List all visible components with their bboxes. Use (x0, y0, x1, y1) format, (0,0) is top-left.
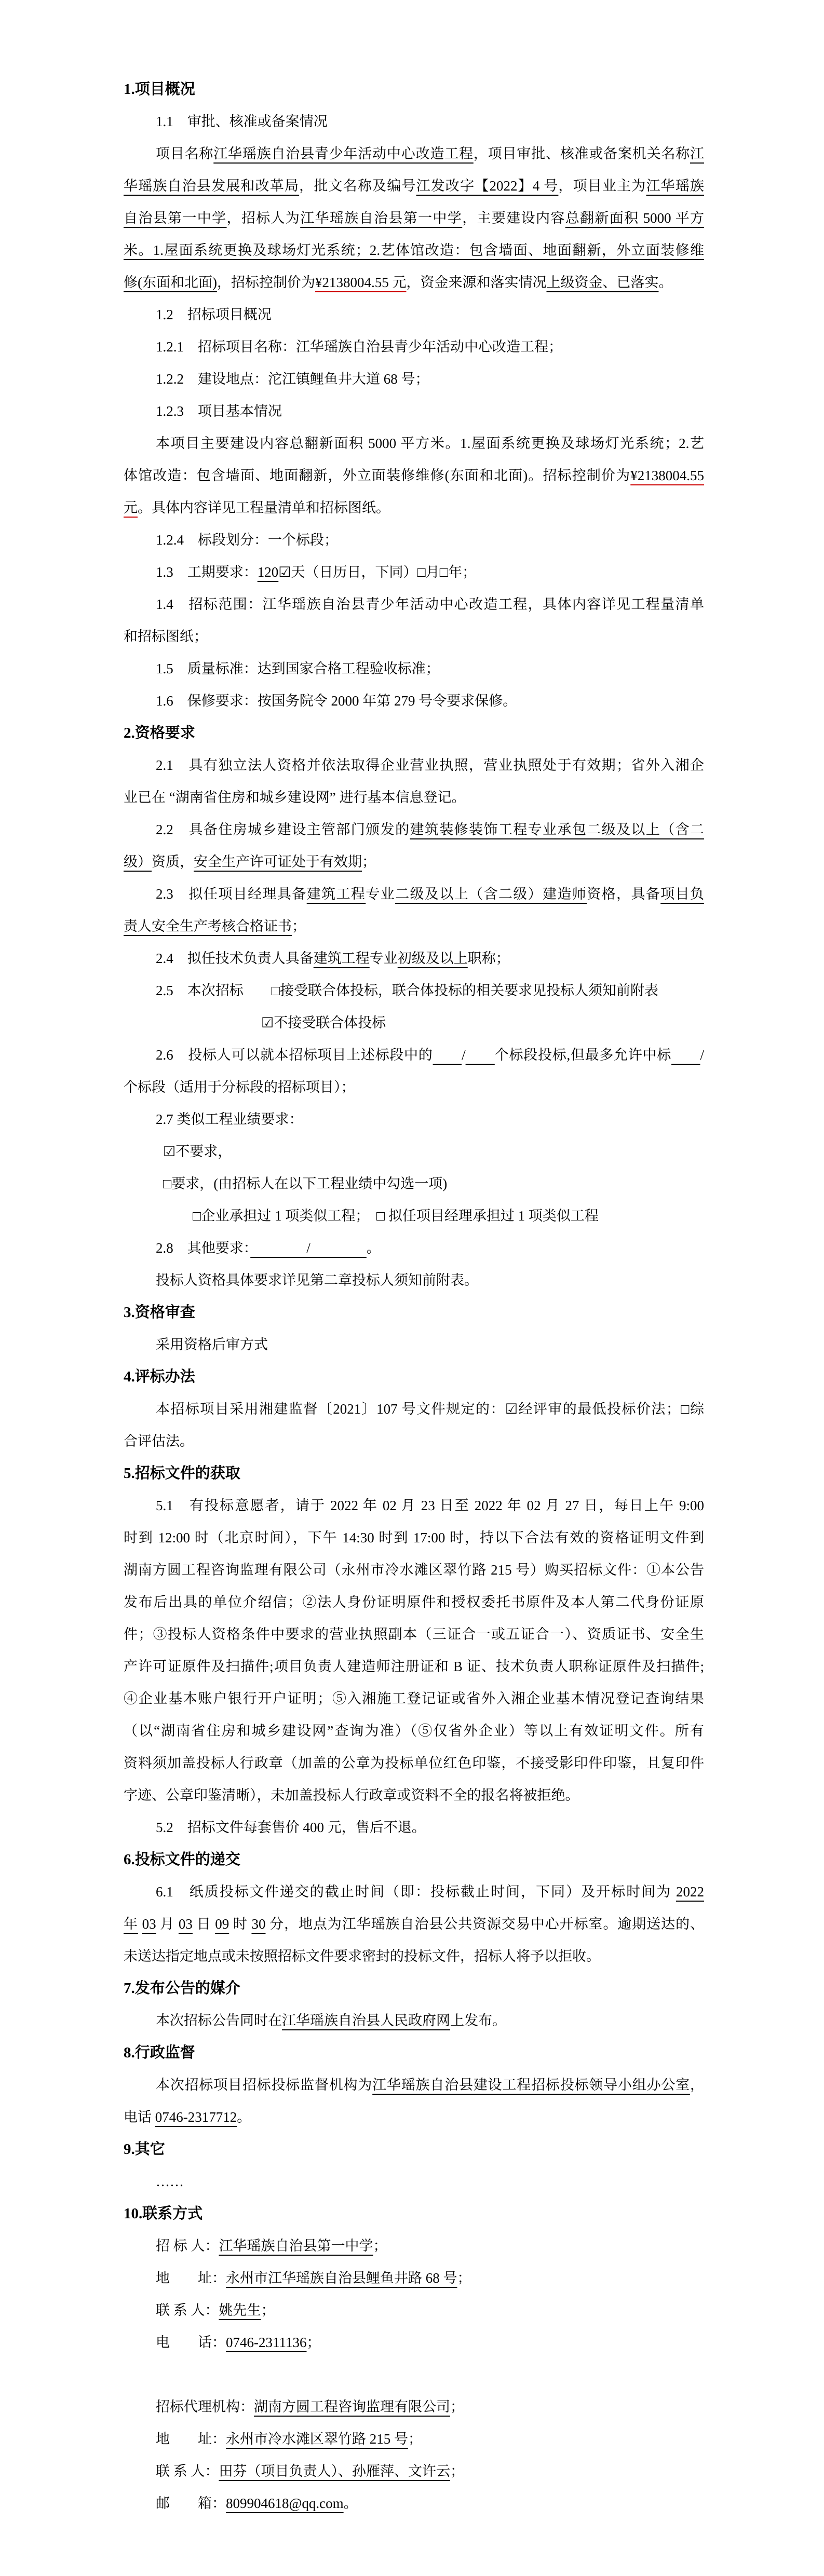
doc-line (124, 234, 704, 266)
text-run: ☑不接受联合体投标 (261, 1015, 386, 1031)
doc-line (124, 1522, 704, 1554)
underlined-value: 江华瑶族 (646, 178, 705, 194)
text-run: 件；③投标人资格条件中要求的营业执照副本（三证合一或五证合一）、资质证书、安全生 (124, 1626, 704, 1642)
text-run: 1.6 保修要求：按国务院令 2000 年第 279 号令要求保修。 (156, 693, 517, 709)
text-run: ，招标控制价为 (217, 275, 315, 290)
checkbox-checked-icon: ☑ (163, 1144, 176, 1159)
text-run: 和招标图纸； (124, 629, 208, 644)
text-run: ， (690, 2077, 705, 2093)
text-run: ④企业基本账户银行开户证明；⑤入湘施工登记证或省外入湘企业基本情况登记查询结果 (124, 1691, 704, 1706)
text-run: ； (373, 2238, 387, 2254)
doc-line (124, 653, 704, 685)
underlined-value: 田芬（项目负责人）、孙雁萍、文许云 (219, 2463, 450, 2479)
doc-line (124, 138, 704, 170)
underlined-value: 江发改字【2022】4 号 (416, 178, 559, 194)
underlined-value: 09 (215, 1916, 229, 1932)
underlined-value: 总翻新面积 5000 平方 (565, 210, 705, 226)
underlined-value: 2022 (676, 1884, 704, 1900)
underlined-value: 江华瑶族自治县第一中学 (219, 2238, 373, 2254)
text-run: 职称； (467, 951, 510, 966)
text-run: 2.1 具有独立法人资格并依法取得企业营业执照，营业执照处于有效期；省外入湘企 (156, 757, 704, 773)
text-run: ； (450, 2399, 464, 2415)
text-run: 1.2.1 招标项目名称：江华瑶族自治县青少年活动中心改造工程； (156, 339, 562, 355)
text-run: 地 址： (156, 2270, 226, 2286)
underlined-value: 安全生产许可证处于有效期 (194, 854, 362, 870)
text-run: 1.2.3 项目基本情况 (156, 403, 282, 419)
text-run: 6.投标文件的递交 (124, 1851, 240, 1868)
text-run: 2.8 其他要求： (156, 1240, 251, 1256)
doc-line (124, 1940, 704, 1972)
underlined-value: 永州市冷水滩区翠竹路 215 号 (226, 2431, 408, 2447)
text-run: 2.资格要求 (124, 725, 195, 741)
doc-line (124, 1071, 704, 1103)
underlined-value: 0746-2317712 (155, 2109, 237, 2125)
text-run: （以“湖南省住房和城乡建设网”查询为准）（⑤仅省外企业）等以上有效证明文件。所有 (124, 1723, 704, 1739)
doc-line (124, 427, 704, 459)
doc-line (124, 1811, 704, 1843)
underlined-value: 江华瑶族自治县青少年活动中心改造工程 (213, 146, 474, 161)
doc-line (124, 331, 704, 363)
text-run: 5.招标文件的获取 (124, 1465, 240, 1482)
text-run: 1.5 质量标准：达到国家合格工程验收标准； (156, 661, 440, 676)
text-run: ☑不要求， (163, 1144, 232, 1159)
underlined-value: 上级资金、已落实 (546, 275, 659, 290)
text-run: 。 (343, 2496, 358, 2511)
doc-line (124, 588, 704, 620)
doc-line (124, 942, 704, 974)
doc-line (124, 974, 704, 1007)
text-run: 项目名称 (156, 146, 214, 161)
underlined-value (466, 1047, 495, 1063)
checkbox-unchecked-icon: □ (376, 1208, 385, 1224)
doc-line (124, 685, 704, 717)
checkbox-unchecked-icon: □ (417, 564, 426, 580)
text-run: 联 系 人： (156, 2302, 219, 2318)
doc-line (124, 620, 704, 653)
text-run: 体馆改造：包含墙面、地面翻新，外立面装修维修(东面和北面)。招标控制价为 (124, 468, 631, 483)
section-heading (124, 2198, 704, 2230)
underlined-value: 120 (257, 564, 279, 580)
text-run: 1.2 招标项目概况 (156, 307, 272, 322)
tender-notice-document (124, 73, 704, 2519)
doc-line (124, 2101, 704, 2133)
text-run: 投标人资格具体要求详见第二章投标人须知前附表。 (156, 1272, 478, 1288)
text-run: ，资金来源和落实情况 (406, 275, 547, 290)
underlined-value: 江华瑶族自治县建设工程招标投标领导小组办公室 (372, 2077, 691, 2093)
doc-line (124, 363, 704, 395)
doc-line (124, 492, 704, 524)
text-run: 资质， (152, 854, 194, 870)
doc-line (124, 1876, 704, 1908)
text-run: 2.6 投标人可以就本招标项目上述标段中的 (156, 1047, 433, 1063)
text-run: ； (362, 854, 376, 870)
underlined-value (433, 1047, 462, 1063)
checkbox-unchecked-icon: □ (439, 564, 449, 580)
doc-line (124, 1425, 704, 1457)
text-run: 个标段（适用于分标段的招标项目）； (124, 1079, 355, 1095)
underlined-value: 自治县第一中学 (124, 210, 227, 226)
doc-line (124, 1328, 704, 1361)
text-run: 电 话： (156, 2335, 226, 2350)
section-heading (124, 1457, 704, 1489)
doc-line (124, 1779, 704, 1811)
text-run: 采用资格后审方式 (156, 1337, 268, 1352)
underlined-value: 809904618@qq.com (226, 2496, 344, 2511)
text-run: / (700, 1047, 705, 1063)
text-run: 9.其它 (124, 2141, 165, 2158)
text-run: 业已在 “湖南省住房和城乡建设网” 进行基本信息登记。 (124, 790, 466, 805)
doc-line (124, 2262, 704, 2294)
underlined-value: 30 (251, 1916, 266, 1932)
text-run: 招标代理机构： (156, 2399, 254, 2415)
underlined-value: 项目负 (660, 886, 705, 902)
doc-line (124, 1039, 704, 1071)
text-run: 资料须加盖投标人行政章（加盖的公章为投标单位红色印鉴，不接受影印件印鉴，且复印件 (124, 1755, 704, 1771)
doc-line (124, 2455, 704, 2487)
doc-line (124, 1103, 704, 1135)
text-run: 资格，具备 (587, 886, 661, 902)
underlined-value: 华瑶族自治县发展和改革局 (124, 178, 300, 194)
checkbox-checked-icon: ☑ (278, 564, 291, 580)
text-run: 。 (237, 2109, 251, 2125)
text-run: 5.2 招标文件每套售价 400 元，售后不退。 (156, 1820, 426, 1835)
doc-line (124, 846, 704, 878)
underlined-value: 年 (124, 1916, 138, 1932)
text-run: 2.7 类似工程业绩要求： (156, 1111, 303, 1127)
doc-line (124, 910, 704, 942)
text-run: 2.3 拟任项目经理具备 (156, 886, 307, 902)
doc-line (124, 749, 704, 781)
text-run: 产许可证原件及扫描件;项目负责人建造师注册证和 B 证、技术负责人职称证原件及扫描件; (124, 1659, 704, 1674)
text-run: …… (156, 2174, 184, 2189)
doc-line (124, 1908, 704, 1940)
underlined-value: 03 (178, 1916, 193, 1932)
doc-line (124, 1168, 704, 1200)
doc-line (124, 2004, 704, 2037)
text-run: 6.1 纸质投标文件递交的截止时间（即：投标截止时间，下同）及开标时间为 (156, 1884, 676, 1900)
doc-line (124, 1135, 704, 1168)
text-run: 湖南方圆工程咨询监理有限公司（永州市冷水滩区翠竹路 215 号）购买招标文件：①本公告 (124, 1562, 704, 1578)
doc-line (124, 878, 704, 910)
text-run: ，主要建设内容 (462, 210, 565, 226)
doc-line (124, 2230, 704, 2262)
doc-line (124, 105, 704, 138)
underlined-value (671, 1047, 700, 1063)
text-run: 。具体内容详见工程量清单和招标图纸。 (138, 500, 390, 516)
text-run: 字迹、公章印鉴清晰），未加盖投标人行政章或资料不全的报名将被拒绝。 (124, 1787, 579, 1803)
text-run: 未送达指定地点或未按照招标文件要求密封的投标文件，招标人将予以拒收。 (124, 1948, 600, 1964)
text-run: 时到 12:00 时（北京时间），下午 14:30 时到 17:00 时，持以下合法有效的资格证明文件到 (124, 1530, 704, 1545)
doc-line (124, 2294, 704, 2326)
doc-line (124, 2326, 704, 2358)
section-heading (124, 2037, 704, 2069)
section-heading (124, 1361, 704, 1393)
underlined-value: 级） (124, 854, 152, 870)
text-run: 4.评标办法 (124, 1368, 195, 1385)
text-run: 招 标 人： (156, 2238, 219, 2254)
doc-line (124, 1650, 704, 1683)
doc-line (124, 1747, 704, 1779)
checkbox-checked-icon: ☑ (261, 1015, 274, 1031)
text-run: 上发布。 (450, 2013, 506, 2028)
doc-line (124, 1007, 704, 1039)
doc-line (124, 781, 704, 814)
doc-line (124, 299, 704, 331)
text-run: 合评估法。 (124, 1433, 194, 1449)
text-run: 1.2.2 建设地点：沱江镇鲤鱼井大道 68 号； (156, 371, 429, 387)
text-run: 邮 箱： (156, 2496, 226, 2511)
underlined-value: 修(东面和北面) (124, 275, 217, 290)
doc-line (124, 1232, 704, 1264)
doc-line (124, 266, 704, 299)
checkbox-checked-icon: ☑ (505, 1401, 518, 1417)
text-run: 1.3 工期要求： (156, 564, 258, 580)
doc-line (124, 1264, 704, 1296)
doc-line (124, 2487, 704, 2519)
text-run: 专业 (366, 886, 396, 902)
underlined-value: 永州市江华瑶族自治县鲤鱼井路 68 号 (226, 2270, 457, 2286)
control-price-value: ¥2138004.55 元 (315, 275, 407, 290)
checkbox-unchecked-icon: □ (163, 1176, 172, 1191)
text-run: ，项目审批、核准或备案机关名称 (473, 146, 691, 161)
text-run: 2.2 具备住房城乡建设主管部门颁发的 (156, 822, 410, 837)
text-run: 本次招标项目招标投标监督机构为 (156, 2077, 373, 2093)
text-run: 联 系 人： (156, 2463, 219, 2479)
text-run: / (462, 1047, 466, 1063)
text-run: 。 (658, 275, 673, 290)
text-run: 2.4 拟任技术负责人具备 (156, 951, 314, 966)
text-run: ，批文名称及编号 (299, 178, 416, 194)
doc-line (124, 814, 704, 846)
underlined-value: 江华瑶族自治县人民政府网 (282, 2013, 450, 2028)
control-price-value: ¥2138004.55 (630, 468, 704, 483)
checkbox-unchecked-icon: □ (193, 1208, 201, 1224)
text-run: 地 址： (156, 2431, 226, 2447)
text-run: 发布后出具的单位介绍信；②法人身份证明原件和授权委托书原件及本人第二代身份证原 (124, 1594, 704, 1610)
underlined-value: 建筑工程 (306, 886, 366, 902)
doc-line (124, 556, 704, 588)
text-run: 日 (192, 1916, 215, 1932)
section-heading (124, 73, 704, 105)
doc-line (124, 1200, 704, 1232)
doc-line (124, 2069, 704, 2101)
text-run: ； (450, 2463, 464, 2479)
doc-line (124, 1393, 704, 1425)
doc-line (124, 1618, 704, 1650)
doc-line (124, 524, 704, 556)
checkbox-unchecked-icon: □ (271, 983, 280, 998)
doc-line (124, 459, 704, 492)
doc-line (124, 1586, 704, 1618)
text-run: 7.发布公告的媒介 (124, 1980, 240, 1997)
text-run: ； (408, 2431, 422, 2447)
text-run: 本招标项目采用湘建监督〔2021〕107 号文件规定的：☑经评审的最低投标价法；□综 (156, 1401, 705, 1417)
text-run: 。 (366, 1240, 381, 1256)
text-run: 1.1 审批、核准或备案情况 (156, 114, 328, 129)
section-heading (124, 1843, 704, 1876)
doc-line (124, 1715, 704, 1747)
text-run: ，招标人为 (226, 210, 301, 226)
text-run: 个标段投标,但最多允许中标 (494, 1047, 672, 1063)
text-run: 本次招标公告同时在 (156, 2013, 282, 2028)
doc-line (124, 2391, 704, 2423)
text-run: 2.5 本次招标 □接受联合体投标，联合体投标的相关要求见投标人须知前附表 (156, 983, 659, 998)
text-run: ； (261, 2302, 275, 2318)
underlined-value: 03 (142, 1916, 156, 1932)
underlined-value: 米。1.屋面系统更换及球场灯光系统；2.艺体馆改造：包含墙面、地面翻新，外立面装修维 (124, 242, 704, 258)
text-run: □企业承担过 1 项类似工程； □ 拟任项目经理承担过 1 项类似工程 (193, 1208, 599, 1224)
text-run: 10.联系方式 (124, 2205, 203, 2222)
text-run: ； (306, 2335, 321, 2350)
doc-line (124, 202, 704, 234)
underlined-value: 二级及以上（含二级）建造师 (395, 886, 587, 902)
text-run: 专业 (369, 951, 398, 966)
text-run: 时 (229, 1916, 252, 1932)
doc-line (124, 1489, 704, 1522)
doc-line (124, 395, 704, 427)
text-run: □要求，(由招标人在以下工程业绩中勾选一项) (163, 1176, 448, 1191)
underlined-value: 建筑装修装饰工程专业承包二级及以上（含二 (410, 822, 705, 837)
underlined-value: 江 (690, 146, 705, 161)
underlined-value: 江华瑶族自治县第一中学 (300, 210, 463, 226)
underlined-value: 建筑工程 (313, 951, 370, 966)
doc-line (124, 2423, 704, 2455)
text-run: ； (292, 918, 306, 934)
text-run: ，项目业主为 (558, 178, 646, 194)
doc-line (124, 2165, 704, 2198)
text-run: 8.行政监督 (124, 2044, 195, 2061)
blank-line (124, 2358, 704, 2391)
underlined-value: 湖南方圆工程咨询监理有限公司 (254, 2399, 450, 2415)
section-heading (124, 1972, 704, 2004)
section-heading (124, 2133, 704, 2165)
text-run: 1.项目概况 (124, 81, 195, 98)
underlined-value: 姚先生 (219, 2302, 261, 2318)
underlined-value: 0746-2311136 (226, 2335, 307, 2350)
text-run (138, 1916, 142, 1932)
text-run: 分，地点为江华瑶族自治县公共资源交易中心开标室。逾期送达的、 (265, 1916, 705, 1932)
control-price-value: 元 (124, 500, 138, 516)
doc-line (124, 1683, 704, 1715)
text-run: 月 (156, 1916, 179, 1932)
text-run: 电话 (124, 2109, 155, 2125)
section-heading (124, 717, 704, 749)
text-run: 3.资格审查 (124, 1304, 195, 1321)
text-run: 5.1 有投标意愿者，请于 2022 年 02 月 23 日至 2022 年 02 月 27 日，每日上午 9:00 (156, 1498, 704, 1513)
text-run: ； (457, 2270, 471, 2286)
underlined-value: 责人安全生产考核合格证书 (124, 918, 292, 934)
text-run: 1.4 招标范围：江华瑶族自治县青少年活动中心改造工程，具体内容详见工程量清单 (156, 596, 704, 612)
checkbox-unchecked-icon: □ (680, 1401, 691, 1417)
doc-line (124, 1554, 704, 1586)
text-run: ☑天（日历日，下同）□月□年； (278, 564, 477, 580)
underlined-value: 初级及以上 (397, 951, 468, 966)
text-run: 1.2.4 标段划分：一个标段； (156, 532, 338, 548)
doc-line (124, 170, 704, 202)
underlined-value: / (250, 1240, 367, 1256)
text-run: 本项目主要建设内容总翻新面积 5000 平方米。1.屋面系统更换及球场灯光系统；2.艺 (156, 436, 704, 451)
section-heading (124, 1296, 704, 1328)
